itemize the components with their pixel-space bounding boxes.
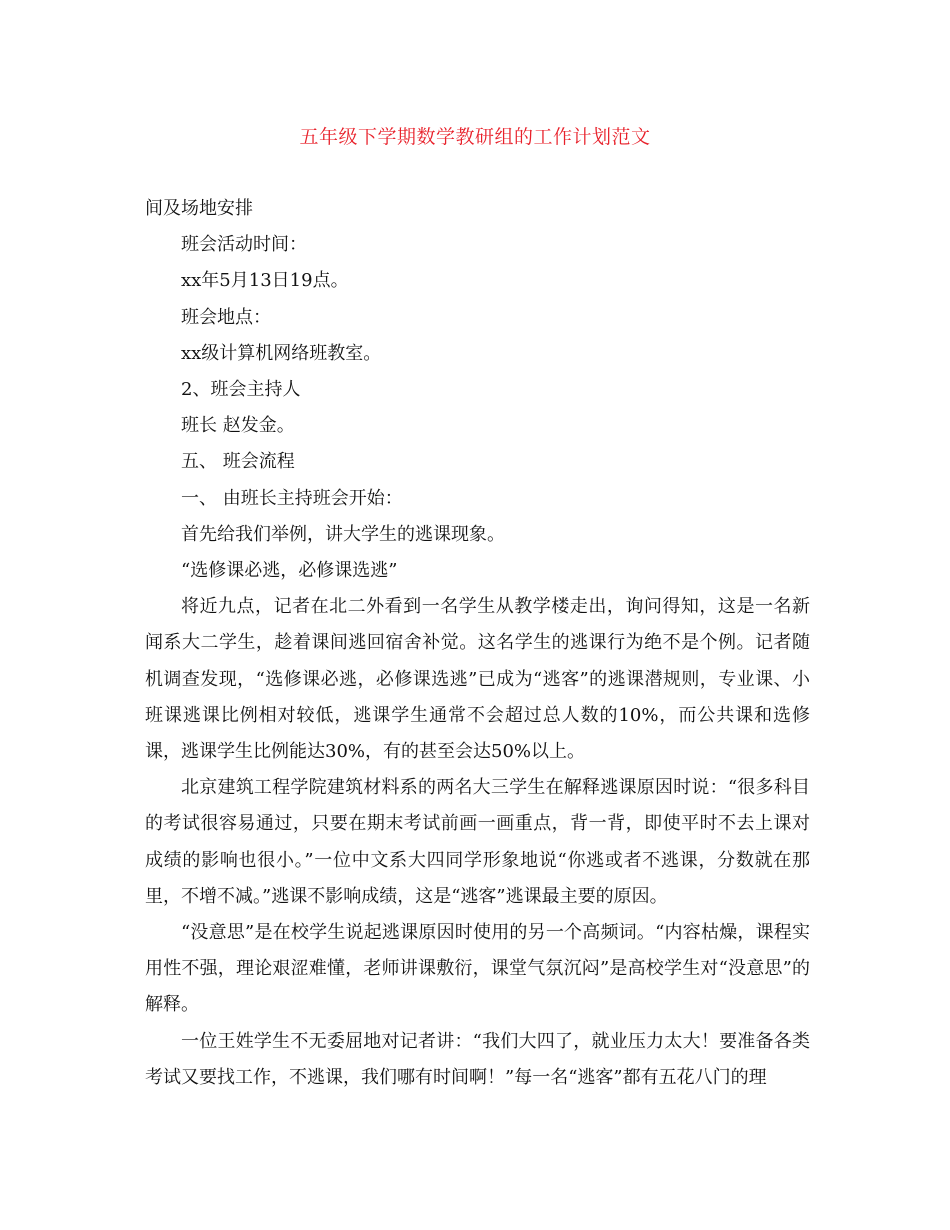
body-paragraph: 班长 赵发金。	[181, 415, 295, 437]
body-paragraph: 2、班会主持人	[181, 379, 301, 401]
body-paragraph: 将近九点，记者在北二外看到一名学生从教学楼走出，询问得知，这是一名新闻系大二学生，趁着课间逃回宿舍补觉。这名学生的逃课行为绝不是个例。记者随机调查发现，“选修课必逃，必修课选逃”已成为“逃客”的逃课潜规则，专业课、小班课逃课比例相对较低，逃课学生通常不会超过总人数的10%，而公共课和选修课，逃课学生比例能达30%，有的甚至会达50%以上。	[145, 596, 810, 763]
body-paragraph: 首先给我们举例，讲大学生的逃课现象。	[181, 523, 505, 545]
body-paragraph: 间及场地安排	[145, 198, 253, 219]
body-paragraph: 班会活动时间：	[181, 234, 307, 256]
body-paragraph: 五、 班会流程	[181, 451, 295, 473]
document-body	[145, 191, 810, 1096]
body-paragraph: “选修课必逃，必修课选逃”	[181, 560, 398, 582]
document-title: 五年级下学期数学教研组的工作计划范文	[299, 126, 651, 148]
body-paragraph: xx年5月13日19点。	[181, 270, 349, 292]
body-paragraph: 一位王姓学生不无委屈地对记者讲：“我们大四了，就业压力太大！要准备各类考试又要找工作，不逃课，我们哪有时间啊！”每一名“逃客”都有五花八门的理	[145, 1030, 810, 1088]
body-paragraph: xx级计算机网络班教室。	[181, 342, 382, 364]
body-paragraph: “没意思”是在校学生说起逃课原因时使用的另一个高频词。“内容枯燥，课程实用性不强，理论艰涩难懂，老师讲课敷衍，课堂气氛沉闷”是高校学生对“没意思”的解释。	[145, 922, 810, 1016]
body-paragraph: 班会地点：	[181, 306, 271, 328]
body-paragraph: 一、 由班长主持班会开始：	[181, 487, 403, 509]
body-paragraph: 北京建筑工程学院建筑材料系的两名大三学生在解释逃课原因时说：“很多科目的考试很容易通过，只要在期末考试前画一画重点，背一背，即使平时不去上课对成绩的影响也很小。”一位中文系大四同学形象地说“你逃或者不逃课，分数就在那里，不增不减。”逃课不影响成绩，这是“逃客”逃课最主要的原因。	[145, 777, 810, 907]
